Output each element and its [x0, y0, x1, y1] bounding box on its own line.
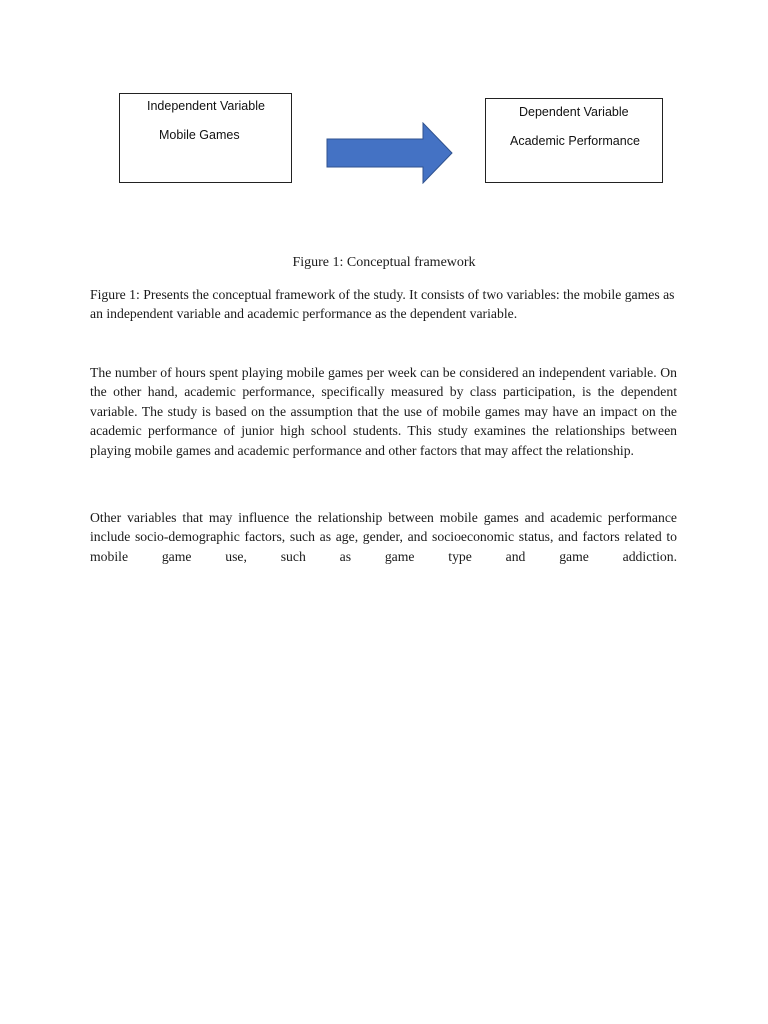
independent-variable-title: Independent Variable [147, 99, 265, 113]
paragraph-variables: The number of hours spent playing mobile games per week can be considered an independent variable. On the other hand, academic performance, specifically measured by class participation, is the dependent variable. The study is based on the assumption that the use of mobile games may have an impact on the academic performance of junior high school students. This study examines the relationships between playing mobile games and academic performance and other factors that may affect the relationship. [90, 365, 677, 458]
independent-variable-value: Mobile Games [159, 128, 240, 142]
independent-variable-box [119, 93, 292, 183]
dependent-variable-box [485, 98, 663, 183]
dependent-variable-title: Dependent Variable [519, 105, 629, 119]
dependent-variable-value: Academic Performance [510, 134, 640, 148]
paragraph-figure-description: Figure 1: Presents the conceptual framework of the study. It consists of two variables: the mobile games as an independent variable and academic performance as the dependent variable. [90, 287, 675, 322]
paragraph-other-variables: Other variables that may influence the relationship between mobile games and academic performance include socio-demographic factors, such as age, gender, and socioeconomic status, and factors related to mobile game use, such as game type and game addiction. [90, 510, 677, 564]
figure-caption: Figure 1: Conceptual framework [292, 255, 476, 270]
right-arrow-icon [326, 122, 454, 184]
